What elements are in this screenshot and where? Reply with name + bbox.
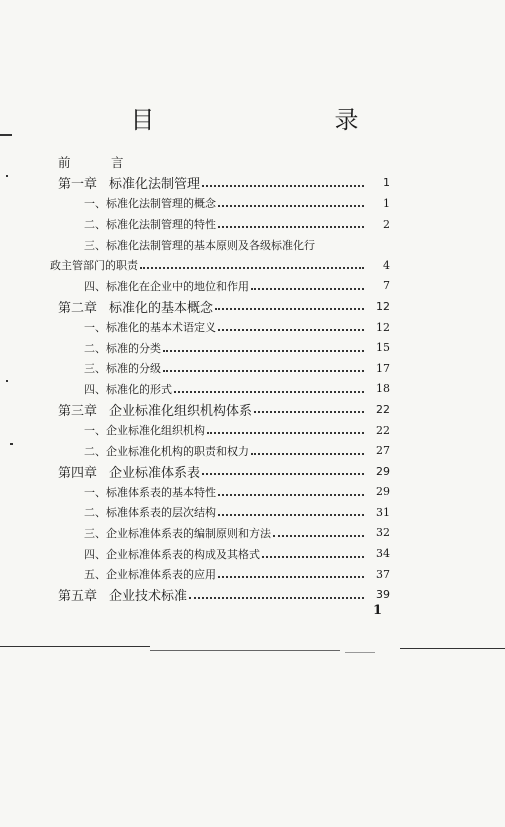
toc-leader-dots xyxy=(218,226,364,228)
toc-chapter xyxy=(58,296,390,317)
toc-section xyxy=(58,523,390,544)
toc-section-label: 四、企业标准体系表的构成及其格式 xyxy=(84,547,260,561)
toc-page-number: 12 xyxy=(376,320,390,334)
toc-leader-dots xyxy=(215,308,364,310)
scan-rule xyxy=(150,650,340,651)
page-title: 目 录 xyxy=(130,106,403,134)
toc-leader-dots xyxy=(251,453,364,455)
toc-section-label: 四、标准化在企业中的地位和作用 xyxy=(84,279,249,293)
toc-chapter xyxy=(58,399,390,420)
toc-section xyxy=(58,543,390,564)
toc-section-continued xyxy=(50,255,390,276)
toc-leader-dots xyxy=(174,391,364,393)
toc-section xyxy=(58,482,390,503)
toc-chapter-number: 第三章 xyxy=(58,403,98,419)
toc-section-label: 二、企业标准化机构的职责和权力 xyxy=(84,444,249,458)
toc-chapter-label: 标准化法制管理 xyxy=(109,177,201,193)
toc-chapter-label: 企业技术标准 xyxy=(109,589,188,605)
toc-leader-dots xyxy=(254,411,364,413)
toc-leader-dots xyxy=(189,597,364,599)
toc-section xyxy=(58,214,390,235)
toc-chapter-label: 标准化的基本概念 xyxy=(109,300,214,316)
toc-section xyxy=(58,276,390,297)
toc-foreword xyxy=(58,152,368,173)
toc-leader-dots xyxy=(218,514,364,516)
toc-section-label: 一、标准体系表的基本特性 xyxy=(84,485,216,499)
toc-chapter-label: 企业标准化组织机构体系 xyxy=(109,403,253,419)
toc-leader-dots xyxy=(273,535,364,537)
toc-chapter-number: 第五章 xyxy=(58,589,98,605)
scan-rule xyxy=(400,648,505,649)
toc-page-number: 1 xyxy=(383,176,390,190)
scan-mark xyxy=(10,443,13,445)
toc-page-number: 17 xyxy=(376,361,390,375)
toc-leader-dots xyxy=(218,494,364,496)
toc-section-label: 一、企业标准化组织机构 xyxy=(84,424,205,438)
toc-page-number: 31 xyxy=(376,505,390,519)
toc-page-number: 2 xyxy=(383,217,390,231)
toc-chapter-label: 企业标准体系表 xyxy=(109,465,201,481)
toc-section-label: 四、标准化的形式 xyxy=(84,382,172,396)
toc-section xyxy=(58,358,390,379)
toc-section-label: 一、标准化法制管理的概念 xyxy=(84,197,216,211)
toc-page-number: 22 xyxy=(376,402,390,416)
toc-chapter-number: 第二章 xyxy=(58,300,98,316)
page-number: 1 xyxy=(373,603,383,618)
toc-section xyxy=(58,337,390,358)
toc-section xyxy=(58,564,390,585)
scan-rule xyxy=(345,652,375,653)
toc-section-label: 一、标准化的基本术语定义 xyxy=(84,321,216,335)
toc-chapter xyxy=(58,461,390,482)
scan-mark xyxy=(6,175,8,177)
toc-leader-dots xyxy=(140,267,364,269)
toc-leader-dots xyxy=(218,205,364,207)
toc-chapter xyxy=(58,584,390,605)
toc-page-number: 29 xyxy=(376,485,390,499)
table-of-contents xyxy=(50,152,390,605)
toc-chapter-number: 第一章 xyxy=(58,177,98,193)
toc-page-number: 29 xyxy=(376,464,390,478)
toc-section-label: 二、标准化法制管理的特性 xyxy=(84,218,216,232)
scan-rule xyxy=(0,646,150,647)
toc-section-label: 二、标准的分类 xyxy=(84,341,161,355)
toc-section xyxy=(58,502,390,523)
toc-leader-dots xyxy=(218,329,364,331)
toc-page-number: 4 xyxy=(383,258,390,272)
toc-section-label: 三、企业标准体系表的编制原则和方法 xyxy=(84,526,271,540)
toc-page-number: 12 xyxy=(376,299,390,313)
toc-section xyxy=(58,420,390,441)
toc-page-number: 37 xyxy=(376,567,390,581)
toc-section-label: 二、标准体系表的层次结构 xyxy=(84,506,216,520)
toc-page-number: 22 xyxy=(376,423,390,437)
toc-leader-dots xyxy=(202,473,364,475)
toc-leader-dots xyxy=(262,556,364,558)
toc-section xyxy=(58,234,368,255)
toc-section xyxy=(58,440,390,461)
toc-page-number: 32 xyxy=(376,526,390,540)
toc-leader-dots xyxy=(202,185,364,187)
toc-page-number: 18 xyxy=(376,382,390,396)
toc-section-label: 五、企业标准体系表的应用 xyxy=(84,568,216,582)
toc-leader-dots xyxy=(163,370,364,372)
toc-chapter xyxy=(58,173,390,194)
toc-leader-dots xyxy=(251,288,364,290)
toc-section xyxy=(58,379,390,400)
scan-mark xyxy=(6,380,8,382)
toc-section-label: 三、标准的分级 xyxy=(84,362,161,376)
toc-section-label: 政主管部门的职责 xyxy=(50,259,138,273)
toc-page-number: 39 xyxy=(376,588,390,602)
toc-section-label: 三、标准化法制管理的基本原则及各级标准化行 xyxy=(84,238,315,252)
toc-page-number: 34 xyxy=(376,547,390,561)
toc-leader-dots xyxy=(163,350,364,352)
toc-section xyxy=(58,317,390,338)
toc-page-number: 1 xyxy=(383,196,390,210)
toc-chapter-number: 第四章 xyxy=(58,465,98,481)
toc-leader-dots xyxy=(207,432,364,434)
toc-page-number: 15 xyxy=(376,341,390,355)
toc-section xyxy=(58,193,390,214)
toc-leader-dots xyxy=(218,576,364,578)
toc-foreword-label: 前 言 xyxy=(58,155,138,171)
toc-page-number: 27 xyxy=(376,444,390,458)
toc-page-number: 7 xyxy=(383,279,390,293)
scan-mark xyxy=(0,134,12,136)
